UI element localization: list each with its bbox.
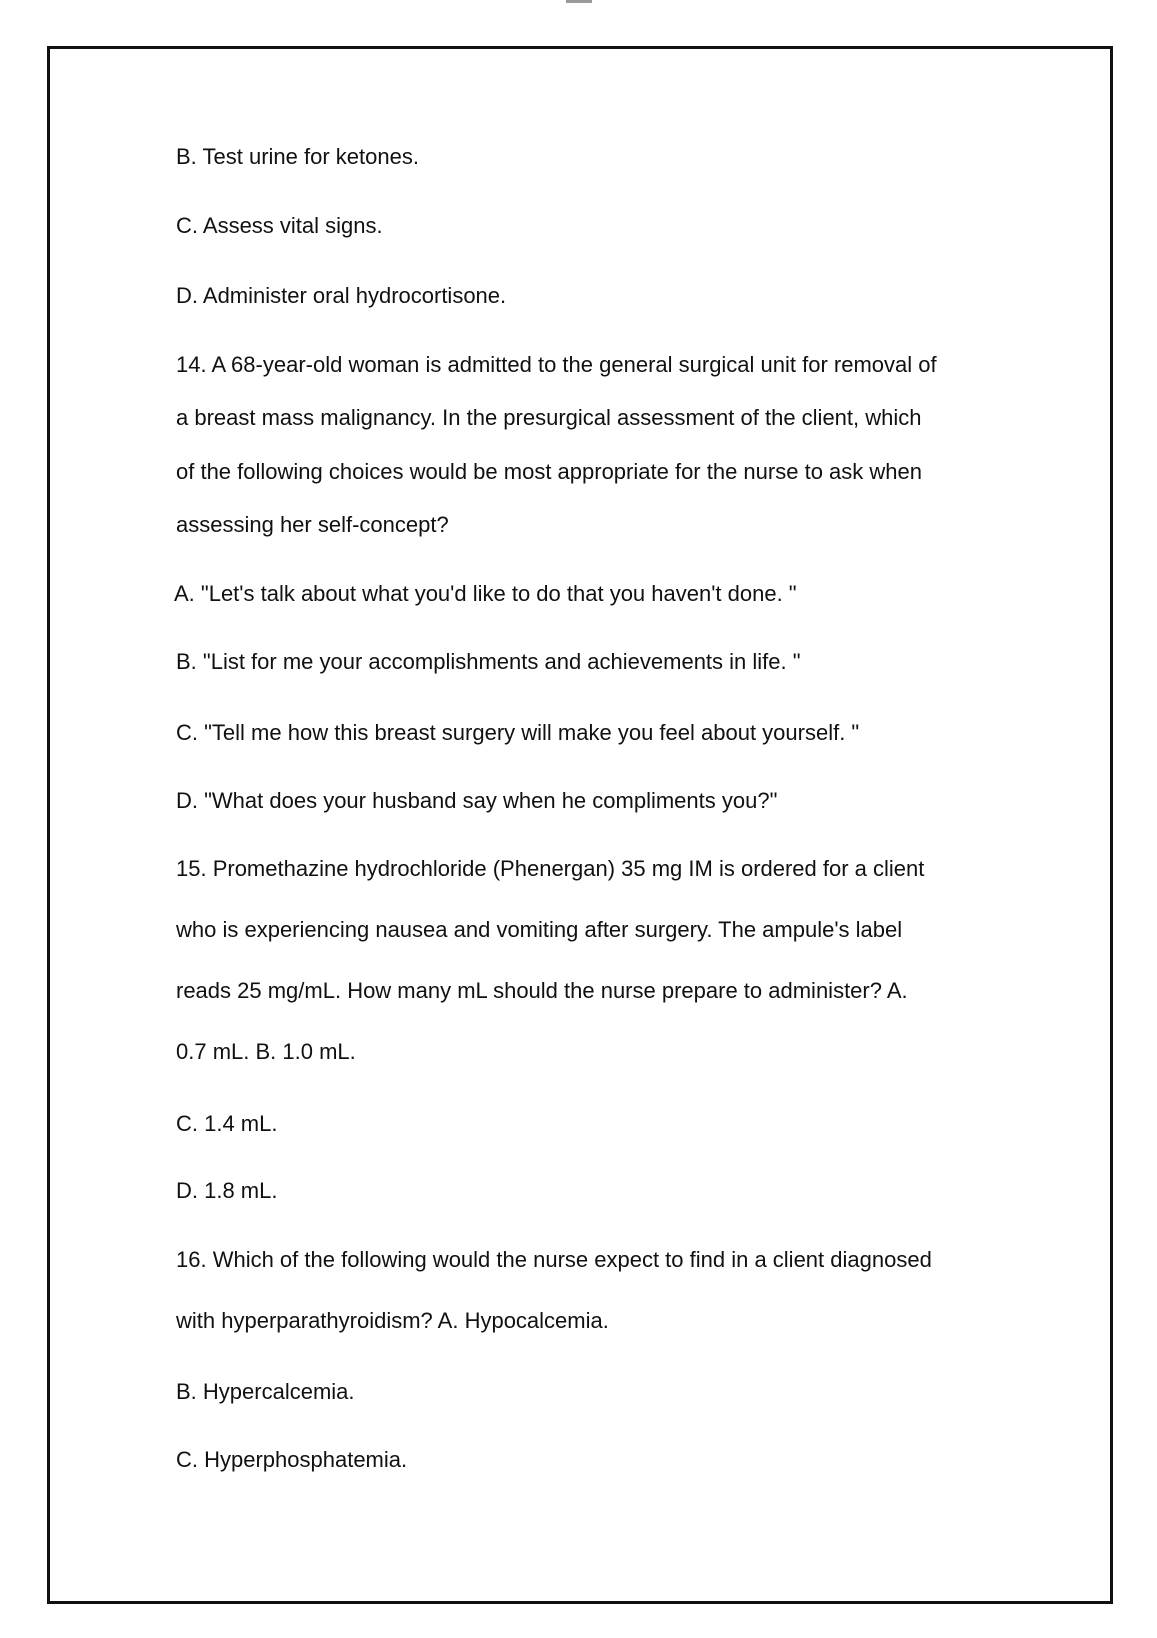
header-mark (566, 0, 592, 3)
option-16-b: B. Hypercalcemia. (176, 1379, 355, 1404)
question-15-line-4: 0.7 mL. B. 1.0 mL. (176, 1039, 356, 1064)
question-14-line-2: a breast mass malignancy. In the presurgical assessment of the client, which (176, 405, 922, 430)
option-16-c: C. Hyperphosphatemia. (176, 1447, 408, 1472)
option-15-d: D. 1.8 mL. (176, 1178, 278, 1203)
option-14-b: B. "List for me your accomplishments and achievements in life. " (176, 649, 801, 674)
question-14-line-3: of the following choices would be most appropriate for the nurse to ask when (176, 459, 922, 484)
option-14-d: D. "What does your husband say when he compliments you?" (176, 788, 778, 813)
option-15-c: C. 1.4 mL. (176, 1111, 278, 1136)
option-14-a: A. "Let's talk about what you'd like to do that you haven't done. " (174, 581, 797, 606)
question-16-line-1: 16. Which of the following would the nurse expect to find in a client diagnosed (176, 1247, 932, 1272)
question-16-line-2: with hyperparathyroidism? A. Hypocalcemia. (176, 1308, 609, 1333)
option-14-c: C. "Tell me how this breast surgery will make you feel about yourself. " (176, 720, 860, 745)
question-14-line-4: assessing her self-concept? (176, 512, 449, 537)
page-border (47, 46, 1113, 1604)
option-13-d: D. Administer oral hydrocortisone. (176, 283, 507, 308)
question-15-line-3: reads 25 mg/mL. How many mL should the nurse prepare to administer? A. (176, 978, 908, 1003)
question-15-line-2: who is experiencing nausea and vomiting after surgery. The ampule's label (176, 917, 903, 942)
question-15-line-1: 15. Promethazine hydrochloride (Phenergan) 35 mg IM is ordered for a client (176, 856, 925, 881)
option-13-b: B. Test urine for ketones. (176, 144, 419, 169)
option-13-c: C. Assess vital signs. (176, 213, 383, 238)
question-14-line-1: 14. A 68-year-old woman is admitted to the general surgical unit for removal of (176, 352, 937, 377)
